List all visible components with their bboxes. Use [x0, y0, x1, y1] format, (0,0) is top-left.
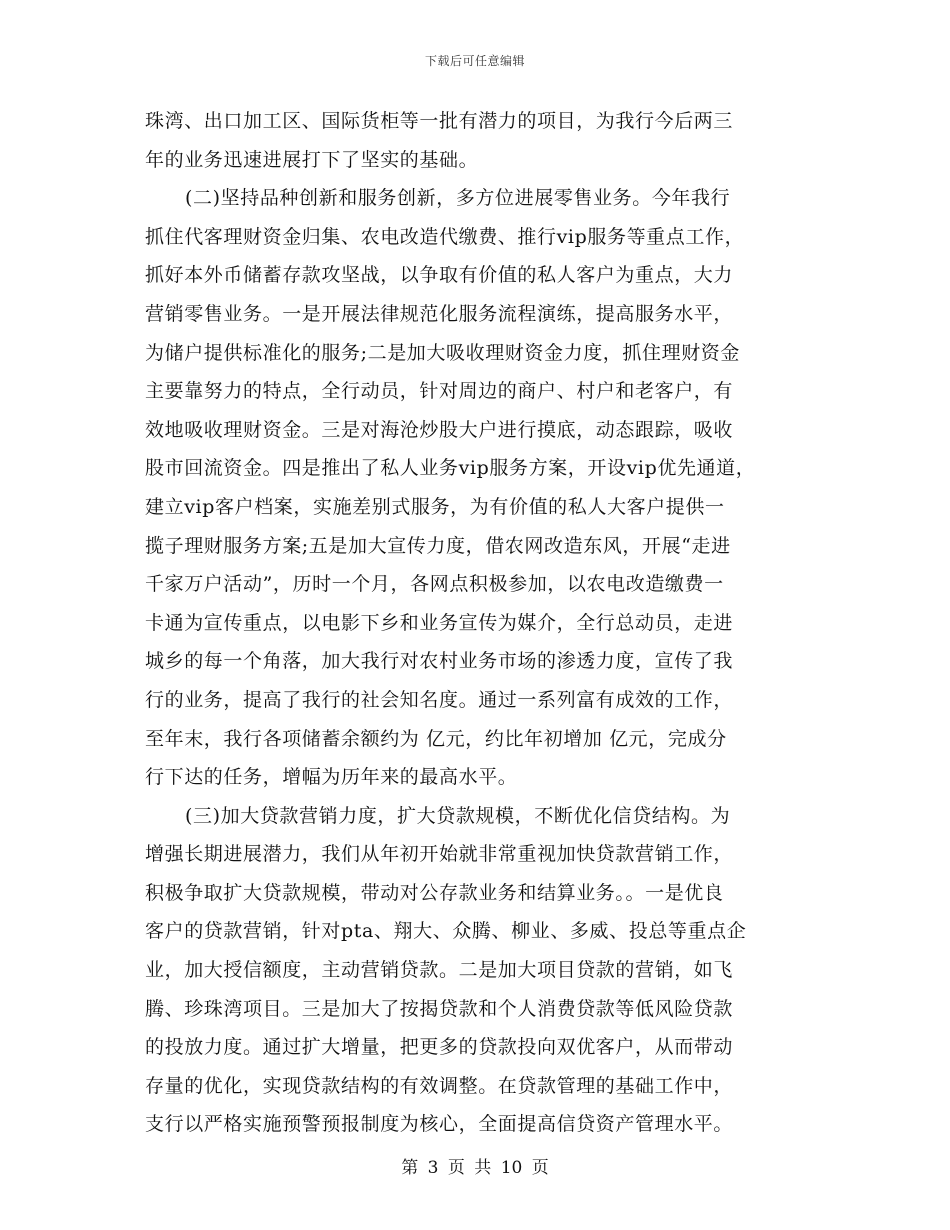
body-text	[145, 102, 845, 1144]
page-number-footer: 第 3 页 共 10 页	[401, 1158, 549, 1178]
paragraph-start-line: (三)加大贷款营销力度，扩大贷款规模，不断优化信贷结构。为	[185, 804, 731, 827]
text-line: 建立vip客户档案，实施差别式服务，为有价值的私人大客户提供一	[145, 495, 725, 518]
text-line: 城乡的每一个角落，加大我行对农村业务市场的渗透力度，宣传了我	[145, 650, 734, 673]
text-line: 主要靠努力的特点，全行动员，针对周边的商户、村户和老客户，有	[145, 380, 734, 403]
text-line: 腾、珍珠湾项目。三是加大了按揭贷款和个人消费贷款等低风险贷款	[145, 997, 734, 1020]
page-header-note: 下载后可任意编辑	[424, 54, 525, 68]
text-line: 业，加大授信额度，主动营销贷款。二是加大项目贷款的营销，如飞	[145, 959, 734, 982]
text-line: 支行以严格实施预警预报制度为核心，全面提高信贷资产管理水平。	[145, 1113, 734, 1136]
text-line: 效地吸收理财资金。三是对海沧炒股大户进行摸底，动态跟踪，吸收	[145, 418, 734, 441]
text-line: 至年末，我行各项储蓄余额约为 亿元，约比年初增加 亿元，完成分	[145, 727, 727, 750]
text-line: 行的业务，提高了我行的社会知名度。通过一系列富有成效的工作，	[145, 688, 734, 711]
text-line: 抓好本外币储蓄存款攻坚战，以争取有价值的私人客户为重点，大力	[145, 264, 734, 287]
text-line: 千家万户活动”，历时一个月，各网点积极参加，以农电改造缴费一	[145, 573, 724, 596]
text-line: 珠湾、出口加工区、国际货柜等一批有潜力的项目，为我行今后两三	[145, 110, 734, 132]
text-line: 为储户提供标准化的服务;二是加大吸收理财资金力度，抓住理财资金	[145, 341, 741, 364]
text-line: 股市回流资金。四是推出了私人业务vip服务方案，开设vip优先通道，	[145, 457, 756, 480]
text-line: 揽子理财服务方案;五是加大宣传力度，借农网改造东风，开展“走进	[145, 534, 731, 557]
text-line: 客户的贷款营销，针对pta、翔大、众腾、柳业、多威、投总等重点企	[145, 920, 747, 943]
text-line: 的投放力度。通过扩大增量，把更多的贷款投向双优客户，从而带动	[145, 1036, 734, 1059]
text-line: 卡通为宣传重点，以电影下乡和业务宣传为媒介，全行总动员，走进	[145, 611, 734, 634]
text-line: 行下达的任务，增幅为历年来的最高水平。	[145, 766, 518, 789]
paragraph-start-line: (二)坚持品种创新和服务创新，多方位进展零售业务。今年我行	[185, 187, 731, 210]
text-line: 存量的优化，实现贷款结构的有效调整。在贷款管理的基础工作中，	[145, 1074, 734, 1097]
text-line: 积极争取扩大贷款规模，带动对公存款业务和结算业务。。一是优良	[145, 881, 724, 904]
text-line: 增强长期进展潜力，我们从年初开始就非常重视加快贷款营销工作，	[145, 843, 734, 866]
text-line: 营销零售业务。一是开展法律规范化服务流程演练，提高服务水平，	[145, 302, 734, 325]
text-line: 抓住代客理财资金归集、农电改造代缴费、推行vip服务等重点工作，	[145, 225, 745, 248]
text-line: 年的业务迅速进展打下了坚实的基础。	[145, 148, 479, 171]
